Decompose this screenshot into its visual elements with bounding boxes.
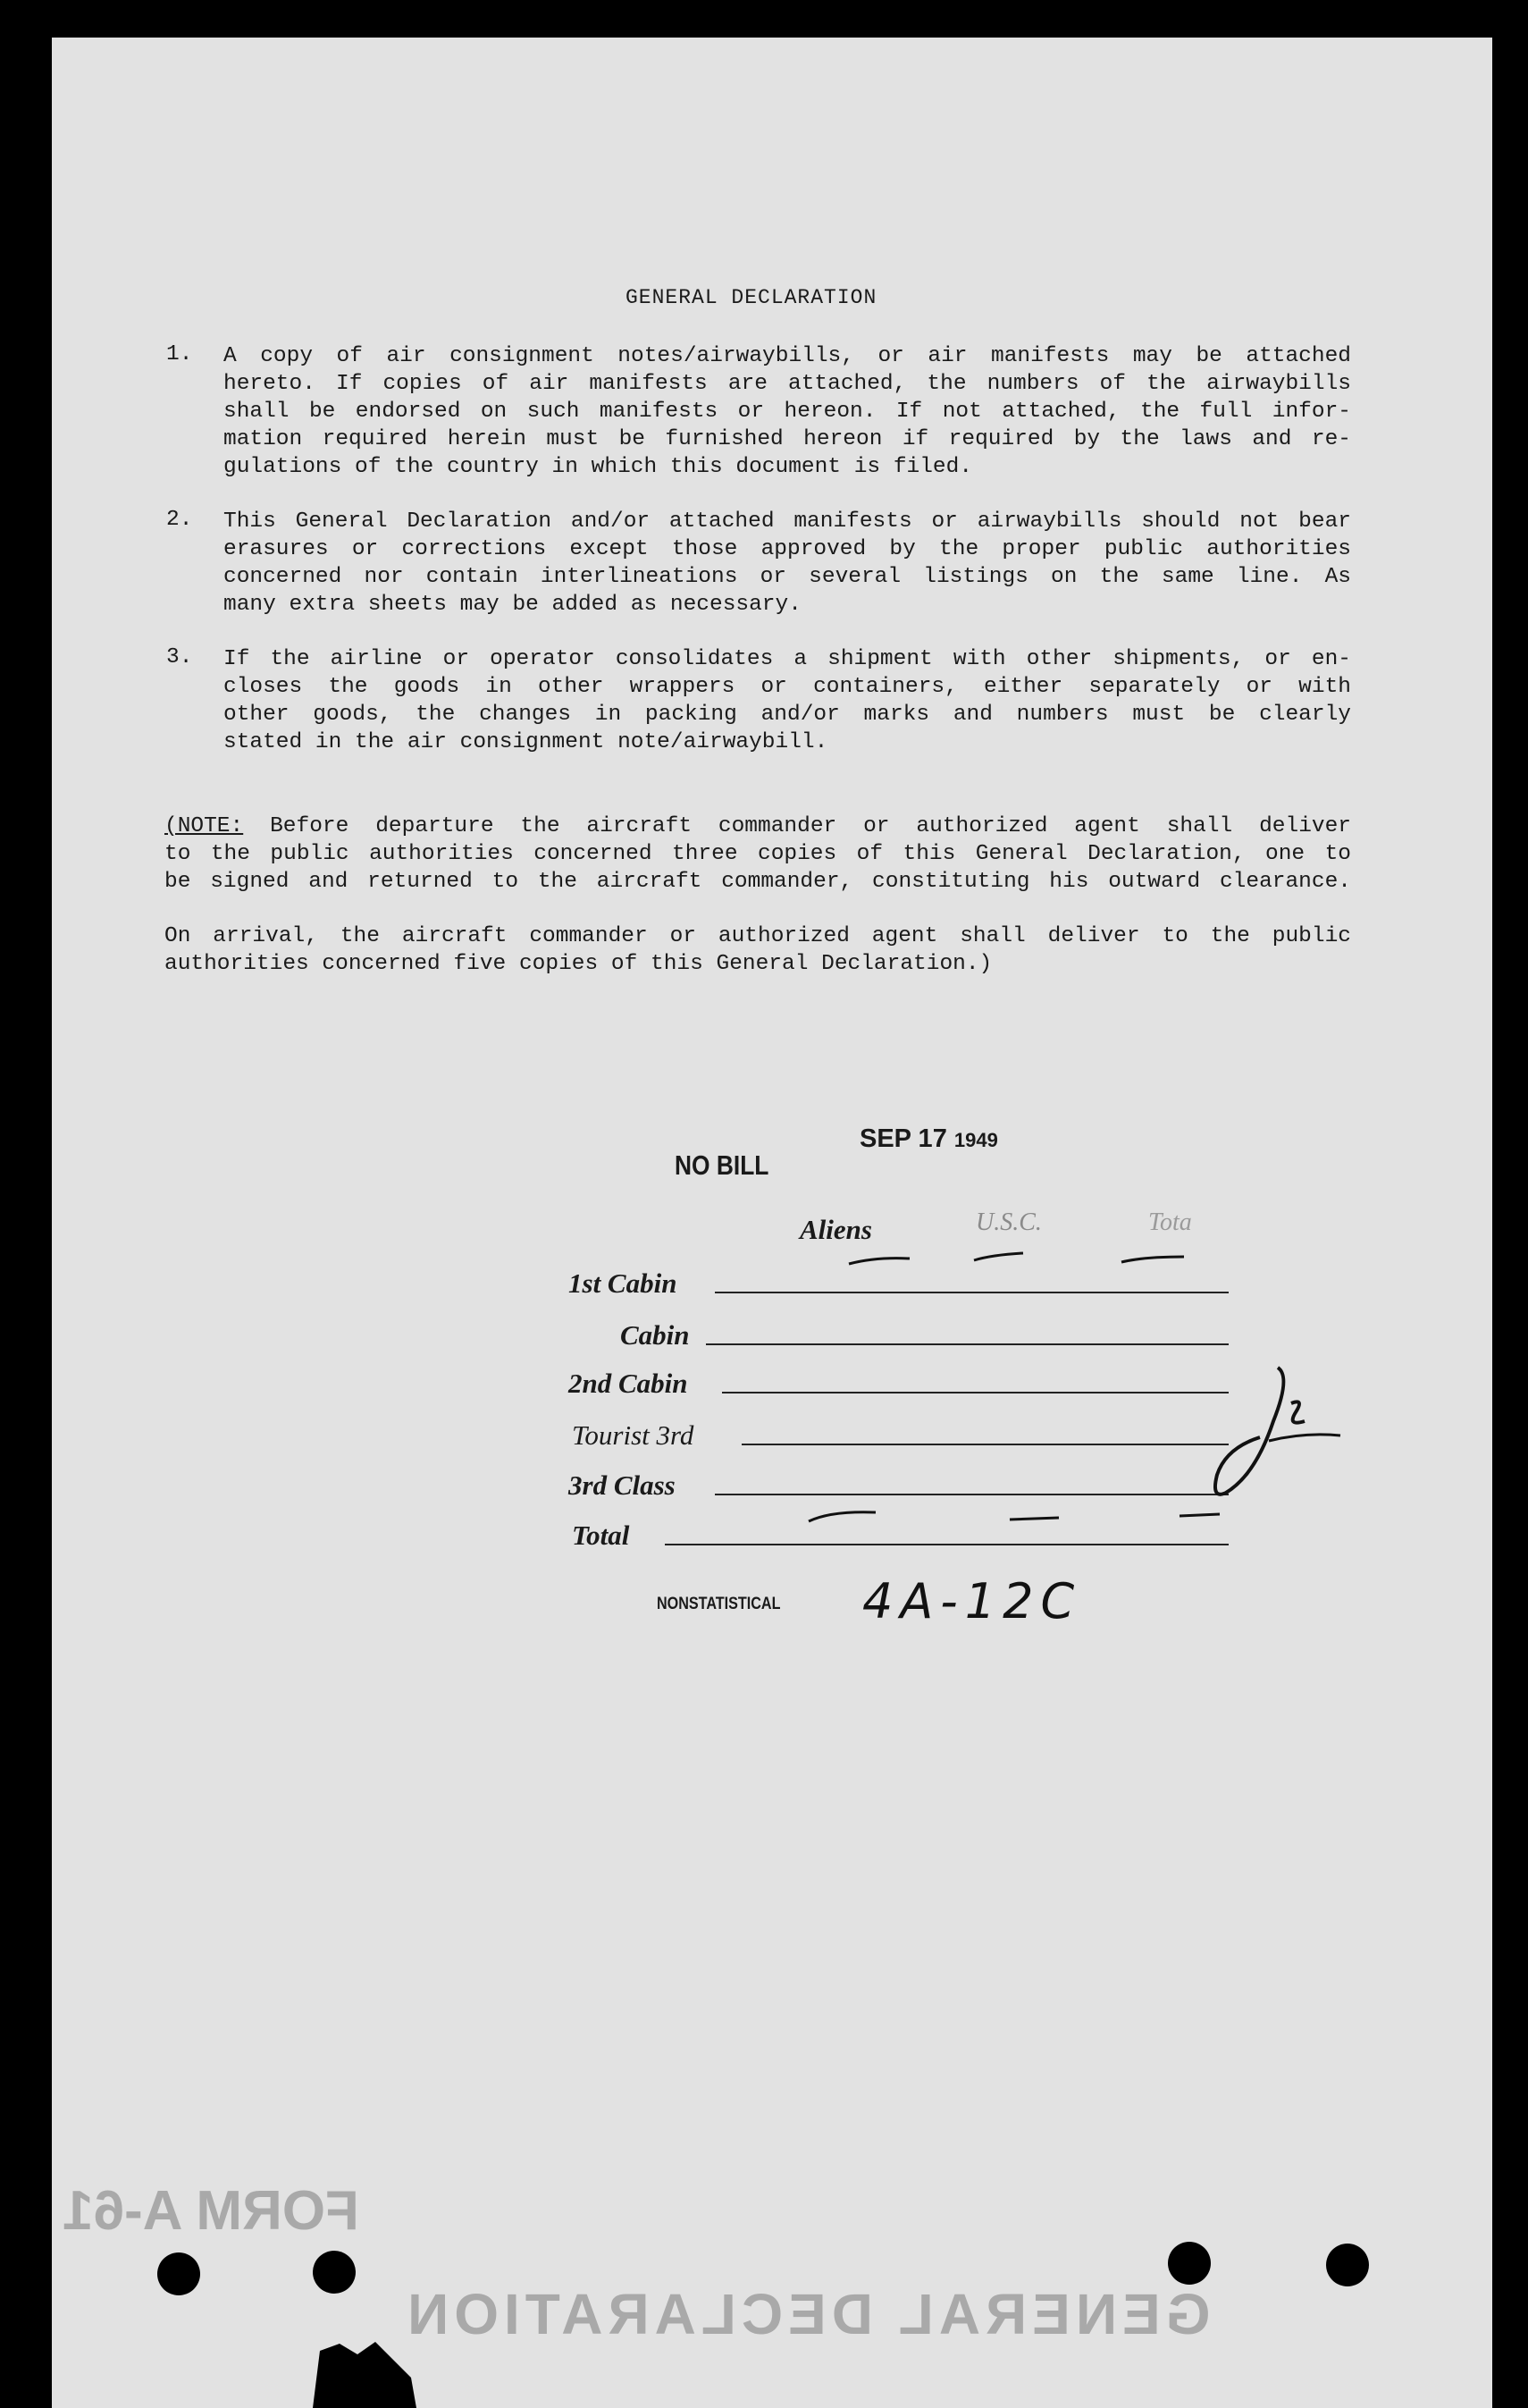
text-line: many extra sheets may be added as necessary. [223, 593, 802, 617]
row-label-total: Total [572, 1520, 630, 1551]
item-number: 1. [166, 342, 193, 366]
text-line: authorities concerned five copies of this General Declaration.) [164, 952, 993, 976]
column-aliens: Aliens [800, 1214, 872, 1245]
note-label: (NOTE: [164, 814, 244, 838]
text-line: gulations of the country in which this document is filed. [223, 455, 973, 479]
text-line: be signed and returned to the aircraft commander, constituting his outward clearance. [164, 870, 1351, 894]
bleed-through-reverse-title: GENERAL DECLARATION [402, 2282, 1211, 2346]
bleed-through-form-title: FORM A-61 [63, 2180, 359, 2242]
row-line [715, 1292, 1229, 1293]
row-label-1st-cabin: 1st Cabin [568, 1267, 677, 1299]
total-dashes [804, 1502, 1233, 1537]
column-usc: U.S.C. [976, 1208, 1042, 1236]
nonstatistical-code: 4A-12C [862, 1573, 1082, 1629]
row-line [665, 1544, 1229, 1545]
text-line: A copy of air consignment notes/airwaybills, or air manifests may be attached [223, 344, 1351, 368]
item-number: 2. [166, 508, 193, 532]
item-1-text [223, 342, 1351, 481]
text-line: mation required herein must be furnished hereon if required by the laws and re- [223, 427, 1351, 451]
row-label-cabin: Cabin [620, 1319, 690, 1351]
row-line [715, 1494, 1229, 1495]
page-title: GENERAL DECLARATION [625, 286, 877, 309]
date-stamp-year: 1949 [953, 1129, 998, 1151]
text-line: stated in the air consignment note/airwaybill. [223, 730, 828, 754]
arrival-text [164, 922, 1351, 978]
initials-mark [1206, 1359, 1349, 1502]
nonstatistical-label: NONSTATISTICAL [657, 1595, 781, 1613]
text-line: concerned nor contain interlineations or several listings on the same line. As [223, 565, 1351, 589]
text-line: On arrival, the aircraft commander or authorized agent shall deliver to the public [164, 924, 1351, 948]
text-line: other goods, the changes in packing and/or marks and numbers must be clearly [223, 703, 1351, 727]
no-bill-stamp: NO BILL [675, 1149, 769, 1181]
text-line: This General Declaration and/or attached manifests or airwaybills should not bear [223, 509, 1351, 534]
column-total: Tota [1148, 1208, 1192, 1236]
row-line [706, 1343, 1229, 1345]
text-line: erasures or corrections except those approved by the proper public authorities [223, 537, 1351, 561]
text-line: closes the goods in other wrappers or containers, either separately or with [223, 675, 1351, 699]
row-label-3rd-class: 3rd Class [568, 1469, 676, 1501]
item-number: 3. [166, 645, 193, 669]
row-label-2nd-cabin: 2nd Cabin [568, 1368, 688, 1399]
column-underlines [840, 1244, 1197, 1271]
text-line: hereto. If copies of air manifests are attached, the numbers of the airwaybills [223, 372, 1351, 396]
row-line [742, 1444, 1229, 1445]
text-line: Before departure the aircraft commander or authorized agent shall deliver [270, 814, 1352, 838]
item-2-text [223, 508, 1351, 619]
item-3-text [223, 645, 1351, 756]
text-line: shall be endorsed on such manifests or hereon. If not attached, the full infor- [223, 400, 1351, 424]
row-label-tourist-3rd: Tourist 3rd [572, 1419, 694, 1451]
text-line: If the airline or operator consolidates a shipment with other shipments, or en- [223, 647, 1351, 671]
text-line: to the public authorities concerned three copies of this General Declaration, one to [164, 842, 1351, 866]
date-stamp-day: SEP 17 [860, 1124, 947, 1153]
note-text [164, 812, 1351, 896]
date-stamp [860, 1124, 998, 1154]
row-line [722, 1392, 1229, 1393]
